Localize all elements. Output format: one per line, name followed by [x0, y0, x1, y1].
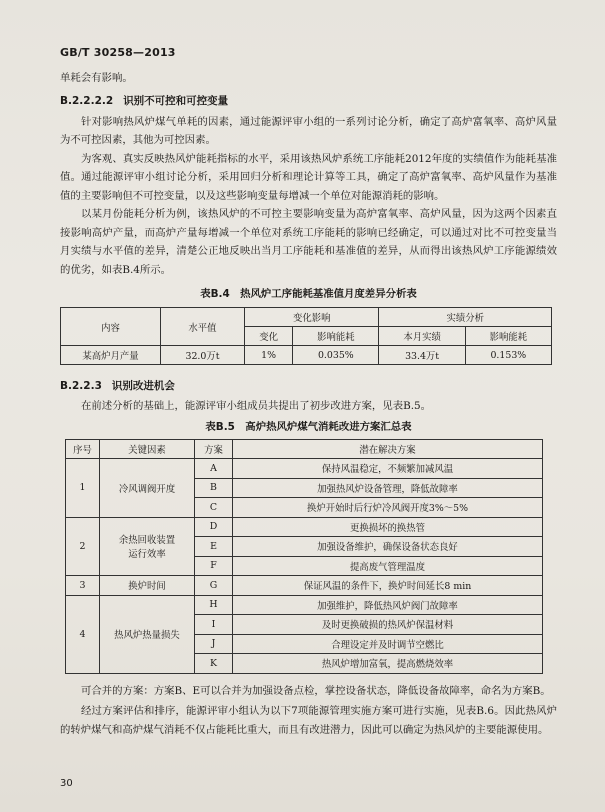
table-header: 水平值 [161, 308, 245, 346]
table-b4-caption: 表B.4 热风炉工序能耗基准值月度差异分析表 [200, 288, 417, 300]
table-cell: 0.035% [293, 346, 379, 365]
table-cell: 0.153% [465, 346, 551, 365]
table-cell: 32.0万t [161, 346, 245, 365]
section-title: 识别不可控和可控变量 [123, 94, 229, 107]
table-cell: 1% [245, 346, 293, 365]
table-header: 实绩分析 [379, 308, 552, 327]
paragraph: 以某月份能耗分析为例，该热风炉的不可控主要影响变量为高炉富氧率、高炉风量，因为这两个因素直接影响高炉产量，而高炉产量每增减一个单位对系统工序能耗的影响已经确定，可以通过对比不可控变量当月实绩与水平值的差异，清楚公正地反映出当月工序能耗和基准值的差异，从而得出该热风炉工序能源绩效的优劣，如表B.4所示。 [60, 208, 557, 276]
table-cell: 热风炉增加富氧，提高燃烧效率 [233, 654, 543, 674]
table-cell: 某高炉月产量 [61, 346, 161, 365]
table-header: 内容 [61, 308, 161, 346]
table-cell: 1 [66, 459, 100, 518]
table-cell: D [195, 517, 233, 537]
table-cell: 33.4万t [379, 346, 465, 365]
table-cell: 冷风调阀开度 [100, 459, 195, 518]
table-cell: 加强维护，降低热风炉阀门故障率 [233, 595, 543, 615]
standard-number: GB/T 30258—2013 [60, 46, 176, 59]
table-cell: 加强设备维护，确保设备状态良好 [233, 537, 543, 557]
table-cell: C [195, 498, 233, 518]
section-title: 识别改进机会 [111, 380, 175, 392]
table-header: 序号 [66, 439, 100, 459]
paragraph: 可合并的方案：方案B、E可以合并为加强设备点检，掌控设备状态，降低设备故障率，命名为方案B。 [81, 684, 551, 697]
paragraph: 在前述分析的基础上，能源评审小组成员共提出了初步改进方案，见表B.5。 [81, 400, 432, 412]
table-cell: 提高废气管理温度 [233, 556, 543, 576]
table-cell: H [195, 595, 233, 615]
table-cell: 热风炉热量损失 [100, 595, 195, 673]
table-cell: 合理设定并及时调节空燃比 [233, 634, 543, 654]
paragraph: 经过方案评估和排序，能源评审小组认为以下7项能源管理实施方案可进行实施，见表B.6。因此热风炉的转炉煤气和高炉煤气消耗不仅占能耗比重大，而且有改进潜力，因此可以确定为热风炉的主要能源使用。 [60, 705, 557, 736]
factor-line: 运行效率 [128, 549, 166, 561]
table-row [66, 517, 543, 537]
table-header: 潜在解决方案 [233, 439, 543, 459]
paragraph: 为客观、真实反映热风炉能耗指标的水平，采用该热风炉系统工序能耗2012年度的实绩值作为能耗基准值。通过能源评审小组讨论分析，采用回归分析和理论计算等工具，确定了高炉富氧率、高炉风量作为基准值的主要影响但不可控变量，以及这些影响变量每增减一个单位对能源消耗的影响。 [60, 152, 557, 202]
table-header: 变化影响 [245, 308, 379, 327]
table-row [66, 595, 543, 615]
table-cell: I [195, 615, 233, 635]
table-header: 关键因素 [100, 439, 195, 459]
table-b4 [60, 307, 552, 365]
table-cell: 保证风温的条件下，换炉时间延长8 min [233, 576, 543, 596]
table-header: 方案 [195, 439, 233, 459]
table-cell: 换炉开始时后行炉冷风阀开度3%～5% [233, 498, 543, 518]
table-b5 [65, 439, 543, 674]
table-cell: 保持风温稳定，不频繁加减风温 [233, 459, 543, 479]
table-header: 变化 [245, 327, 293, 346]
table-header: 本月实绩 [379, 327, 465, 346]
table-header: 影响能耗 [293, 327, 379, 346]
table-cell [100, 517, 195, 576]
table-cell: E [195, 537, 233, 557]
table-cell: 及时更换破损的热风炉保温材料 [233, 615, 543, 635]
page-number: 30 [60, 778, 73, 789]
table-cell: 换炉时间 [100, 576, 195, 596]
table-cell: 3 [66, 576, 100, 596]
table-cell: G [195, 576, 233, 596]
table-cell: 更换损坏的换热管 [233, 517, 543, 537]
intro-line: 单耗会有影响。 [60, 72, 133, 84]
table-cell: J [195, 634, 233, 654]
table-cell: K [195, 654, 233, 674]
table-b5-caption: 表B.5 高炉热风炉煤气消耗改进方案汇总表 [205, 420, 412, 433]
table-cell: A [195, 459, 233, 479]
table-cell: 加强热风炉设备管理，降低故障率 [233, 478, 543, 498]
table-cell: 2 [66, 517, 100, 576]
section-number: B.2.2.3 [60, 380, 102, 392]
section-heading-b223 [60, 377, 557, 395]
section-heading-b2222 [60, 92, 557, 110]
factor-line: 余热回收装置 [118, 535, 176, 547]
table-row [66, 459, 543, 479]
table-cell: B [195, 478, 233, 498]
table-row [66, 576, 543, 596]
table-header: 影响能耗 [465, 327, 551, 346]
paragraph: 针对影响热风炉煤气单耗的因素，通过能源评审小组的一系列讨论分析，确定了高炉富氧率、高炉风量为不可控因素，其他为可控因素。 [60, 115, 557, 146]
table-row [61, 346, 552, 365]
table-cell: F [195, 556, 233, 576]
table-cell: 4 [66, 595, 100, 673]
section-number: B.2.2.2.2 [60, 94, 114, 107]
